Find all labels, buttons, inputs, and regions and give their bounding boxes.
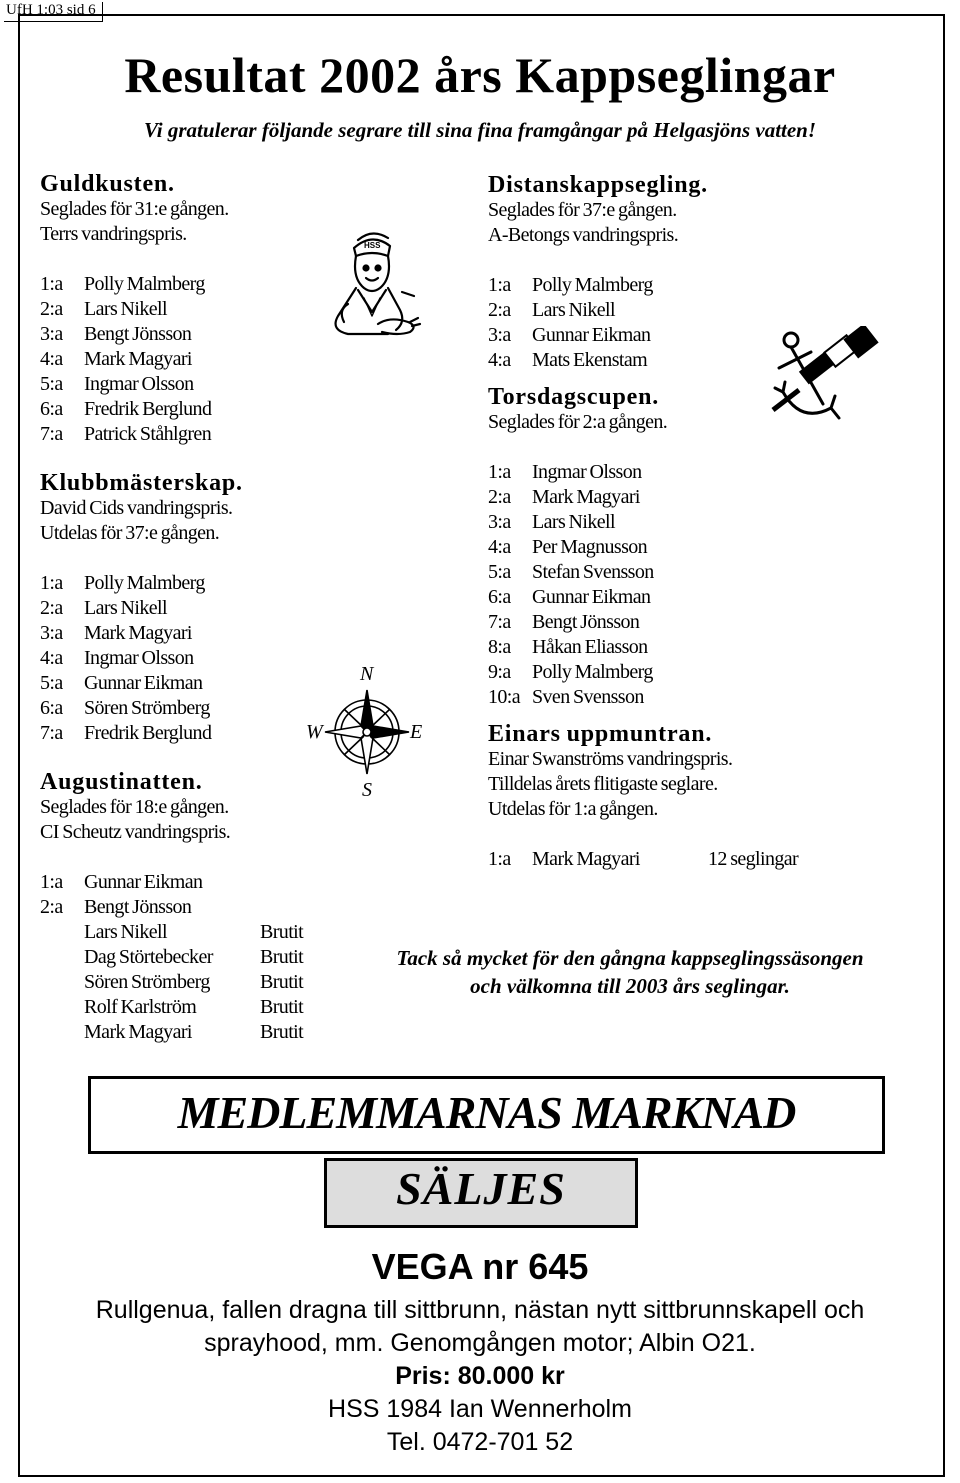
result-place: 7:a [40, 423, 63, 445]
result-place: 5:a [40, 672, 63, 694]
result-name: Mats Ekenstam [532, 349, 648, 371]
result-place: 1:a [488, 848, 511, 870]
klubbmasterskap-info: David Cids vandringspris. [40, 497, 233, 519]
result-place: 3:a [488, 511, 511, 533]
result-row [488, 510, 918, 535]
result-row [40, 397, 340, 422]
result-name: Lars Nikell [84, 597, 167, 619]
result-row [40, 870, 340, 895]
result-name: Lars Nikell [532, 511, 615, 533]
result-place: 6:a [40, 398, 63, 420]
result-name: Mark Magyari [532, 486, 640, 508]
torsdag-info: Seglades för 2:a gången. [488, 411, 668, 433]
einars-result [488, 847, 918, 872]
result-place: 1:a [488, 461, 511, 483]
thanks-message [300, 944, 960, 1000]
sailor-illustration [318, 226, 426, 340]
result-row [40, 347, 340, 372]
result-row [40, 696, 340, 721]
result-place: 6:a [40, 697, 63, 719]
klubbmasterskap-info: Utdelas för 37:e gången. [40, 522, 220, 544]
result-place: 3:a [40, 323, 63, 345]
ad-heading: VEGA nr 645 [371, 1246, 589, 1287]
result-row [40, 945, 340, 970]
result-name: Bengt Jönsson [84, 896, 192, 918]
klubbmasterskap-heading: Klubbmästerskap. [40, 470, 243, 496]
left-column [40, 171, 340, 1045]
result-name: Per Magnusson [532, 536, 648, 558]
result-place: 2:a [40, 597, 63, 619]
result-row [488, 585, 918, 610]
result-place: 1:a [488, 274, 511, 296]
result-row [40, 1020, 340, 1045]
right-column [488, 172, 918, 872]
result-row [40, 895, 340, 920]
result-place: 4:a [488, 536, 511, 558]
thanks-line: och välkomna till 2003 års seglingar. [470, 974, 790, 998]
result-note: Brutit [260, 971, 304, 993]
result-row [488, 660, 918, 685]
guldkusten-results [40, 272, 340, 447]
ad-line: Rullgenua, fallen dragna till sittbrunn, nästan nytt sittbrunnskapell och [95, 1296, 865, 1324]
torsdag-results [488, 460, 918, 710]
compass-s-label: S [362, 779, 372, 800]
result-row [40, 571, 340, 596]
result-place: 7:a [40, 722, 63, 744]
result-place: 3:a [40, 622, 63, 644]
ad-line: sprayhood, mm. Genomgången motor; Albin O21. [204, 1329, 756, 1357]
page-subtitle: Vi gratulerar följande segrare till sina fina framgångar på Helgasjöns vatten! [143, 118, 817, 142]
guldkusten-heading: Guldkusten. [40, 171, 175, 197]
result-place: 2:a [40, 896, 63, 918]
result-name: Lars Nikell [84, 298, 167, 320]
ad-phone: Tel. 0472-701 52 [386, 1428, 574, 1456]
ad-body [0, 1294, 960, 1459]
augustinatten-results [40, 870, 340, 1045]
marknad-title: MEDLEMMARNAS MARKNAD [177, 1087, 796, 1138]
result-name: Ingmar Olsson [84, 647, 194, 669]
result-row [488, 460, 918, 485]
result-row [488, 298, 918, 323]
einars-heading: Einars uppmuntran. [488, 721, 713, 747]
result-place: 3:a [488, 324, 511, 346]
distans-heading: Distanskappsegling. [488, 172, 708, 198]
result-place: 5:a [488, 561, 511, 583]
result-name: Lars Nikell [84, 921, 167, 943]
result-row [40, 322, 340, 347]
result-row [488, 535, 918, 560]
result-row [488, 560, 918, 585]
result-note: Brutit [260, 921, 304, 943]
distans-info: Seglades för 37:e gången. [488, 199, 677, 221]
result-note: Brutit [260, 1021, 304, 1043]
ad-price: Pris: 80.000 kr [395, 1362, 565, 1390]
telescope-anchor-illustration [765, 326, 885, 436]
result-place: 4:a [488, 349, 511, 371]
result-place: 1:a [40, 273, 63, 295]
result-row [40, 671, 340, 696]
result-row [40, 646, 340, 671]
einars-info: Tilldelas årets flitigaste seglare. [488, 773, 718, 795]
result-row [40, 995, 340, 1020]
einars-info: Utdelas för 1:a gången. [488, 798, 658, 820]
result-place: 5:a [40, 373, 63, 395]
result-place: 2:a [488, 486, 511, 508]
augustinatten-heading: Augustinatten. [40, 769, 203, 795]
compass-e-label: E [410, 721, 423, 743]
result-name: Patrick Ståhlgren [84, 423, 212, 445]
guldkusten-info: Terrs vandringspris. [40, 223, 187, 245]
result-name: Polly Malmberg [532, 661, 653, 683]
result-row [40, 970, 340, 995]
result-row [40, 272, 340, 297]
saljes-title: SÄLJES [396, 1163, 566, 1214]
result-row [488, 273, 918, 298]
result-place: 6:a [488, 586, 511, 608]
result-name: Gunnar Eikman [84, 672, 203, 694]
result-name: Stefan Svensson [532, 561, 654, 583]
result-name: Bengt Jönsson [84, 323, 192, 345]
torsdag-heading: Torsdagscupen. [488, 384, 660, 410]
result-note: Brutit [260, 946, 304, 968]
result-row [488, 485, 918, 510]
result-name: Dag Störtebecker [84, 946, 213, 968]
result-row [488, 610, 918, 635]
result-name: Rolf Karlström [84, 996, 197, 1018]
result-place: 10:a [488, 686, 521, 708]
result-name: Sören Strömberg [84, 697, 210, 719]
result-name: Ingmar Olsson [84, 373, 194, 395]
result-name: Mark Magyari [84, 1021, 192, 1043]
compass-rose-illustration [306, 660, 428, 800]
result-name: Lars Nikell [532, 299, 615, 321]
result-name: Mark Magyari [84, 348, 192, 370]
thanks-line: Tack så mycket för den gångna kappseglingssäsongen [396, 946, 864, 970]
augustinatten-info: CI Scheutz vandringspris. [40, 821, 231, 843]
klubbmasterskap-results [40, 571, 340, 746]
page-header: UfH 1:03 sid 6 [4, 2, 103, 22]
result-row [40, 422, 340, 447]
result-row [488, 635, 918, 660]
result-place: 2:a [40, 298, 63, 320]
result-name: Bengt Jönsson [532, 611, 640, 633]
result-row [40, 372, 340, 397]
result-place: 8:a [488, 636, 511, 658]
result-name: Ingmar Olsson [532, 461, 642, 483]
result-place: 1:a [40, 871, 63, 893]
result-name: Polly Malmberg [84, 572, 205, 594]
svg-text:HSS: HSS [364, 241, 381, 250]
result-row [40, 596, 340, 621]
result-place: 4:a [40, 348, 63, 370]
result-name: Fredrik Berglund [84, 398, 212, 420]
result-count: 12 seglingar [708, 848, 799, 870]
guldkusten-info: Seglades för 31:e gången. [40, 198, 229, 220]
result-note: Brutit [260, 996, 304, 1018]
result-name: Polly Malmberg [532, 274, 653, 296]
compass-n-label: N [360, 663, 374, 685]
distans-info: A-Betongs vandringspris. [488, 224, 679, 246]
result-name: Gunnar Eikman [84, 871, 203, 893]
result-row [40, 297, 340, 322]
result-row [40, 721, 340, 746]
result-name: Gunnar Eikman [532, 324, 651, 346]
result-place: 9:a [488, 661, 511, 683]
result-row [488, 685, 918, 710]
augustinatten-info: Seglades för 18:e gången. [40, 796, 229, 818]
result-row [40, 621, 340, 646]
result-place: 2:a [488, 299, 511, 321]
compass-w-label: W [306, 721, 323, 743]
result-name: Gunnar Eikman [532, 586, 651, 608]
result-place: 4:a [40, 647, 63, 669]
result-name: Polly Malmberg [84, 273, 205, 295]
result-name: Mark Magyari [532, 848, 640, 870]
ad-seller: HSS 1984 Ian Wennerholm [328, 1395, 632, 1423]
result-name: Håkan Eliasson [532, 636, 648, 658]
einars-info: Einar Swanströms vandringspris. [488, 748, 733, 770]
result-name: Mark Magyari [84, 622, 192, 644]
result-place: 7:a [488, 611, 511, 633]
result-name: Sven Svensson [532, 686, 644, 708]
result-place: 1:a [40, 572, 63, 594]
result-name: Fredrik Berglund [84, 722, 212, 744]
page-title: Resultat 2002 års Kappseglingar [124, 47, 836, 103]
result-name: Sören Strömberg [84, 971, 210, 993]
result-row [40, 920, 340, 945]
